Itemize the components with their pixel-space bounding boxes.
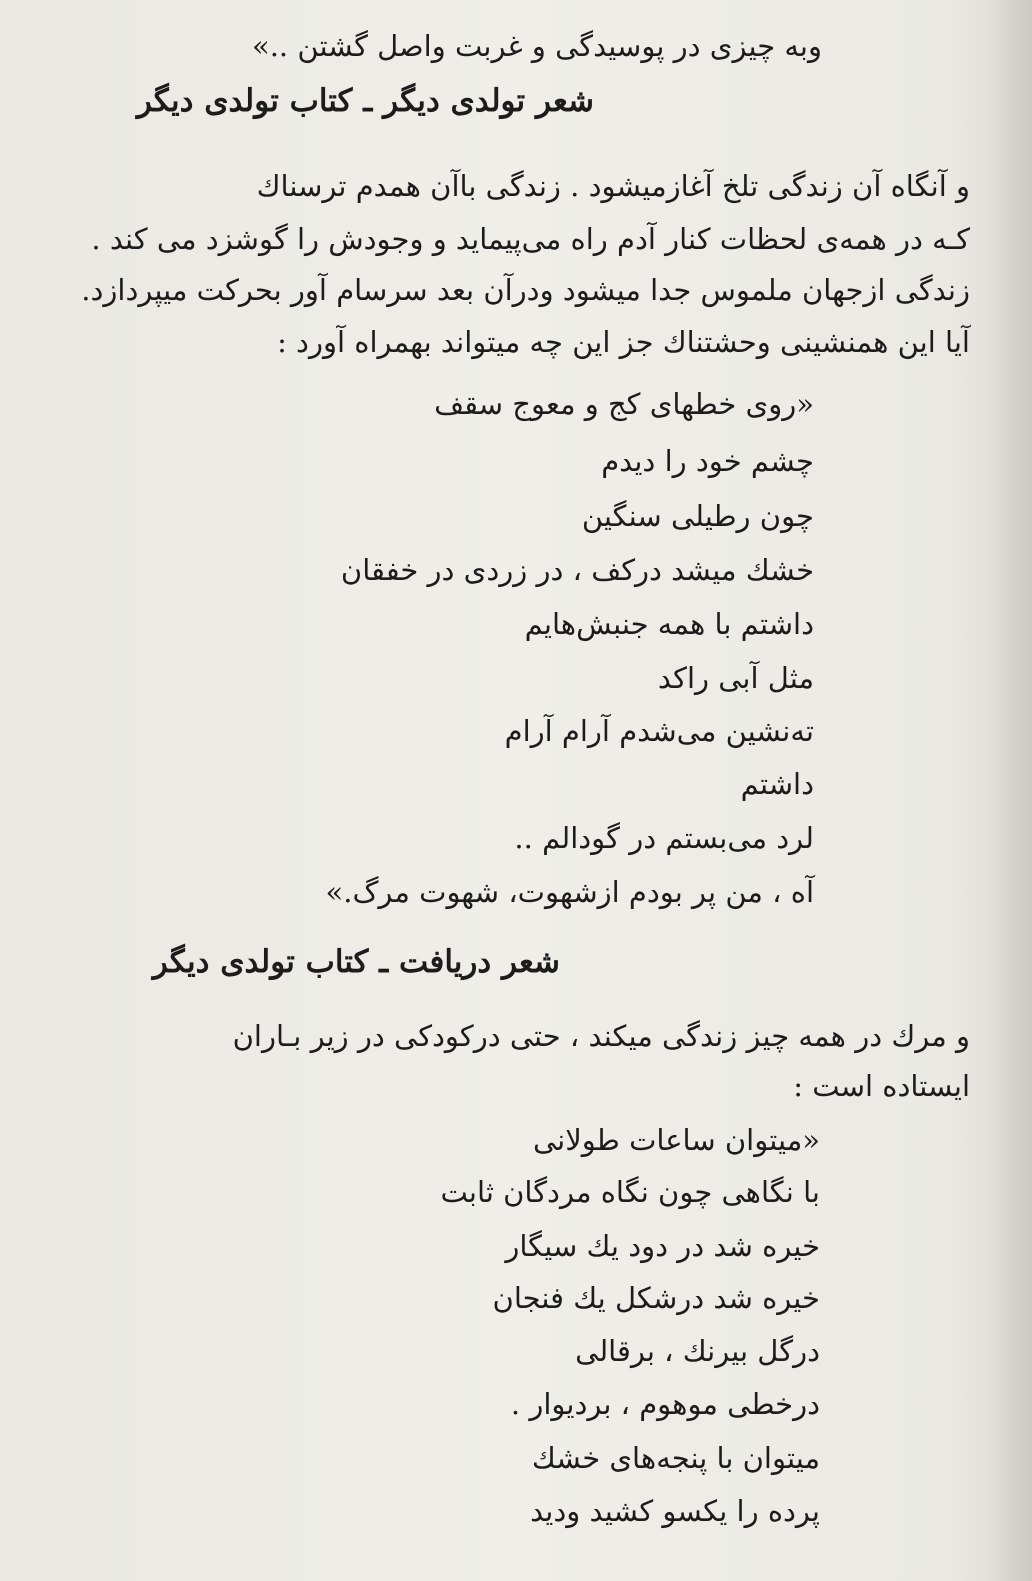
section1-poem-line-3: چون رطیلی سنگین (581, 499, 814, 533)
section2-poem-line-3: خیره شد در دود یك سیگار (505, 1229, 820, 1263)
section2-poem-line-7: میتوان با پنجه‌های خشك (531, 1441, 820, 1475)
section1-poem-line-6: مثل آبی راکد (657, 661, 814, 695)
section1-paragraph-line-3: زندگی ازجهان ملموس جدا میشود ودرآن بعد سرسام آور بحرکت میپردازد. (81, 273, 970, 307)
section2-paragraph-line-1: و مرك در همه چیز زندگی میکند ، حتی درکودکی در زیر بـاران (232, 1019, 970, 1053)
section2-poem-line-8: پرده را یکسو کشید ودید (530, 1494, 820, 1528)
section2-poem-line-1: «میتوان ساعات طولانی (533, 1123, 820, 1157)
section1-paragraph-line-4: آیا این همنشینی وحشتناك جز این چه میتواند بهمراه آورد : (277, 325, 970, 359)
section1-paragraph-line-1: و آنگاه آن زندگی تلخ آغازمیشود . زندگی باآن همدم ترسناك (256, 169, 970, 203)
page-edge-shadow (986, 0, 1032, 1581)
section2-poem-line-4: خیره شد درشکل یك فنجان (492, 1281, 820, 1315)
section2-heading: شعر دریافت ـ کتاب تولدی دیگر (152, 944, 560, 980)
section1-poem-line-1: «روی خطهای کج و معوج سقف (434, 387, 814, 421)
section1-paragraph-line-2: کـه در همه‌ی لحظات کنار آدم راه می‌پیماید و وجودش را گوشزد می کند . (91, 222, 970, 256)
section2-poem-line-2: با نگاهی چون نگاه مردگان ثابت (440, 1175, 820, 1209)
section1-heading: شعر تولدی دیگر ـ کتاب تولدی دیگر (136, 83, 594, 119)
section1-poem-line-10: آه ، من پر بودم ازشهوت، شهوت مرگ.» (325, 875, 814, 909)
section1-poem-line-4: خشك میشد درکف ، در زردی در خفقان (340, 553, 814, 587)
section2-poem-line-5: درگل بیرنك ، برقالی (575, 1334, 820, 1368)
section1-poem-line-7: ته‌نشین می‌شدم آرام آرام (504, 714, 814, 748)
section1-poem-line-9: لرد می‌بستم در گودالم .. (514, 821, 814, 855)
section1-poem-line-2: چشم خود را دیدم (601, 444, 814, 478)
section2-paragraph-line-2: ایستاده است : (793, 1069, 970, 1103)
intro-line: وبه چیزی در پوسیدگی و غربت واصل گشتن ..» (251, 29, 822, 63)
section2-poem-line-6: درخطی موهوم ، بردیوار . (510, 1387, 820, 1421)
section1-poem-line-5: داشتم با همه جنبش‌هایم (524, 607, 814, 641)
section1-poem-line-8: داشتم (740, 767, 814, 801)
